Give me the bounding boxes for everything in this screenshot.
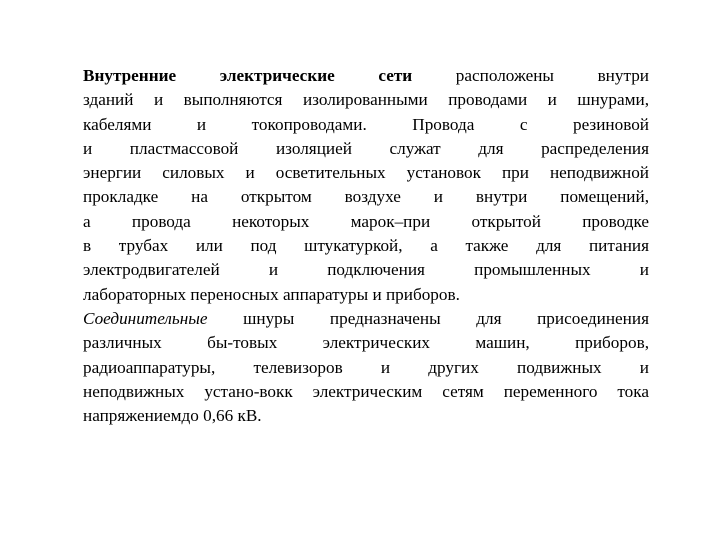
text-line: зданий и выполняются изолированными проводами и шнурами, xyxy=(83,90,649,110)
bold-term: Внутренние электрические сети xyxy=(83,66,413,85)
text-line: электродвигателей и подключения промышленных и xyxy=(83,260,649,280)
text-line: а провода некоторых марок–при открытой проводке xyxy=(83,211,649,231)
text-line xyxy=(83,64,649,88)
italic-term: Соединительные xyxy=(83,308,208,328)
text-line: лабораторных переносных аппаратуры и приборов. xyxy=(83,284,460,304)
text-line: кабелями и токопроводами. Провода с резиновой xyxy=(83,114,649,134)
text-line: энергии силовых и осветительных установок при неподвижной xyxy=(83,163,649,183)
text-fragment: расположены внутри xyxy=(412,66,649,85)
body-text xyxy=(83,64,649,428)
text-line: различных бы-товых электрических машин, приборов, xyxy=(83,333,649,353)
text-line: в трубах или под штукатуркой, а также для питания xyxy=(83,236,649,256)
text-fragment: шнуры предназначены для присоединения xyxy=(207,308,649,328)
text-line: и пластмассовой изоляцией служат для распределения xyxy=(83,138,649,158)
text-line: прокладке на открытом воздухе и внутри помещений, xyxy=(83,187,649,207)
text-line: напряжениемдо 0,66 кВ. xyxy=(83,406,262,426)
text-line: радиоаппаратуры, телевизоров и других подвижных и xyxy=(83,357,649,377)
text-line: неподвижных устано-вокк электрическим сетям переменного тока xyxy=(83,381,649,401)
text-line xyxy=(83,307,649,331)
